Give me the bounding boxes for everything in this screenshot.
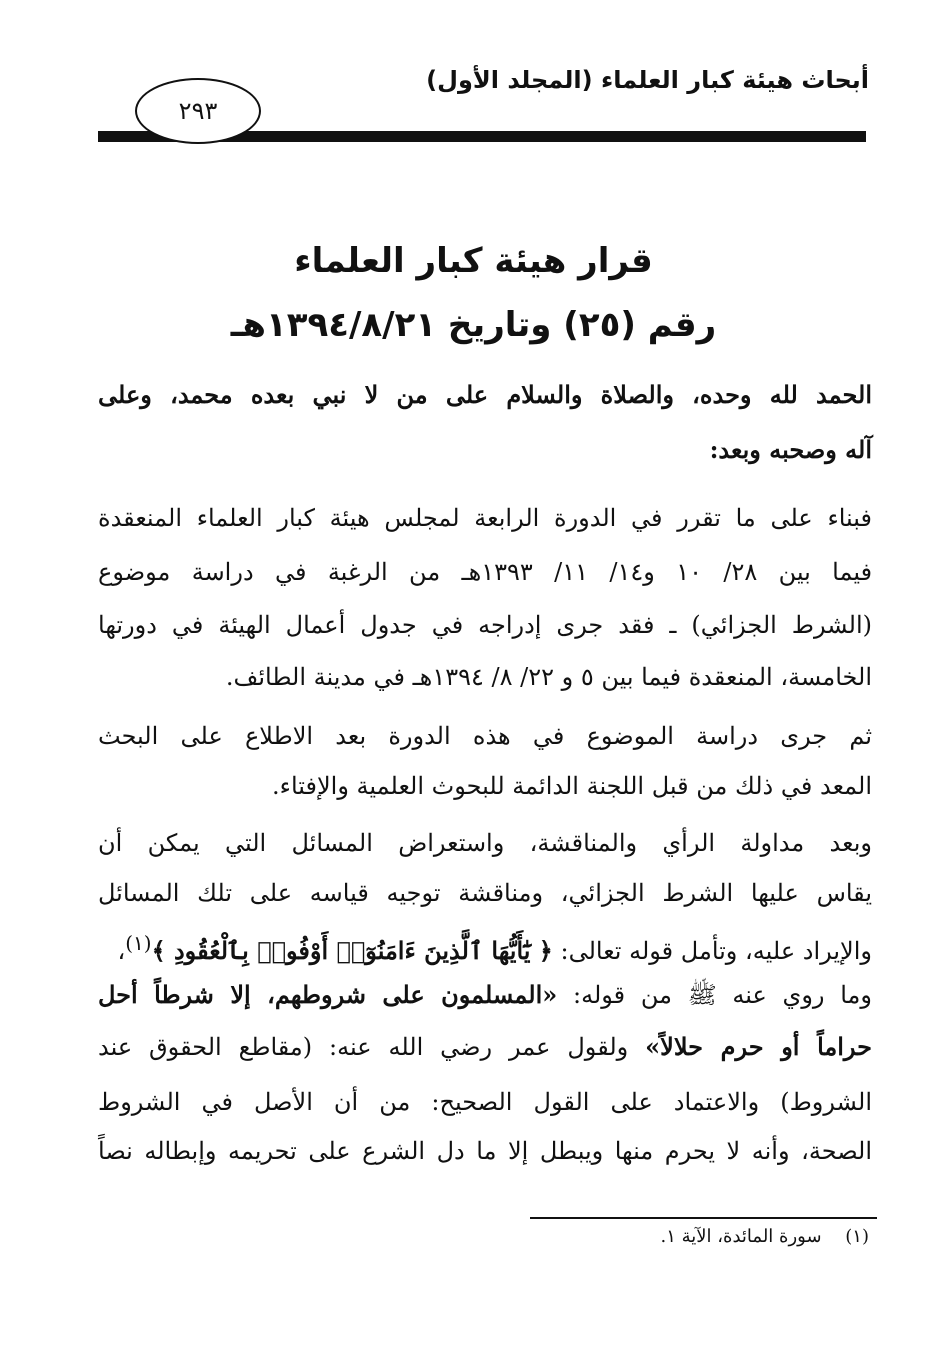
text-line <box>98 975 872 1015</box>
text-segment: والإيراد عليه، وتأمل قوله تعالى: <box>560 937 872 965</box>
text-line: الخامسة، المنعقدة فيما بين ٥ و ٢٢/ ٨/ ١٣٩٤هـ في مدينة الطائف. <box>225 663 872 691</box>
text-line: فيما بين ٢٨/ ١٠ و١٤/ ١١/ ١٣٩٣هـ من الرغبة في دراسة موضوع <box>98 558 873 586</box>
footnote-text: سورة المائدة، الآية ١. <box>660 1226 822 1247</box>
text-line: ثم جرى دراسة الموضوع في هذه الدورة بعد الاطلاع على البحث <box>98 722 872 750</box>
footnote-marker: (١) <box>125 931 152 955</box>
text-line: وبعد مداولة الرأي والمناقشة، واستعراض المسائل التي يمكن أن <box>98 829 872 857</box>
page-number-text: ٢٩٣ <box>178 97 218 125</box>
text-line <box>98 1027 872 1067</box>
text-line: الصحة، وأنه لا يحرم منها ويبطل إلا ما دل الشرع على تحريمه وإبطاله نصاً <box>98 1137 872 1165</box>
text-line: والإيراد عليه، وتأمل قوله تعالى: ﴿ يَٰٓأَيُّهَا ٱلَّذِينَ ءَامَنُوٓا۟ أَوْفُوا۟ بِٱلْعُقُودِ ﴾$^{(١)}$، <box>117 931 872 965</box>
quran-verse: ﴿ يَٰٓأَيُّهَا ٱلَّذِينَ ءَامَنُوٓا۟ أَوْفُوا۟ بِٱلْعُقُودِ ﴾ <box>151 936 553 965</box>
text-line: آله وصحبه وبعد: <box>709 435 872 464</box>
decision-number-date: رقم (٢٥) وتاريخ ١٣٩٤/٨/٢١هـ <box>230 305 717 345</box>
text-segment: ولقول عمر رضي الله عنه: (مقاطع الحقوق عند <box>98 1033 629 1061</box>
text-segment: وما روي عنه ﷺ من قوله: <box>572 981 872 1009</box>
page-number <box>135 78 261 144</box>
text-line: فبناء على ما تقرر في الدورة الرابعة لمجلس هيئة كبار العلماء المنعقدة <box>98 504 872 532</box>
text-line: الحمد لله وحده، والصلاة والسلام على من لا نبي بعده محمد، وعلى <box>98 380 873 409</box>
text-line: (الشرط الجزائي) ـ فقد جرى إدراجه في جدول أعمال الهيئة في دورتها <box>98 611 872 639</box>
footnote-rule <box>530 1217 877 1219</box>
decision-title: قرار هيئة كبار العلماء <box>294 241 653 281</box>
footnote <box>660 1226 869 1247</box>
text-line: الشروط) والاعتماد على القول الصحيح: من أن الأصل في الشروط <box>98 1088 872 1116</box>
text-line: المعد في ذلك من قبل اللجنة الدائمة للبحوث العلمية والإفتاء. <box>272 772 872 800</box>
book-title: أبحاث هيئة كبار العلماء (المجلد الأول) <box>426 66 869 94</box>
hadith-text-continued: حراماً أو حرم حلالاً» <box>645 1032 872 1061</box>
hadith-text: «المسلمون على شروطهم، إلا شرطاً أحل <box>98 980 558 1009</box>
footnote-number: (١) <box>845 1226 869 1247</box>
text-line: يقاس عليها الشرط الجزائي، ومناقشة توجيه قياسه على تلك المسائل <box>98 879 872 907</box>
